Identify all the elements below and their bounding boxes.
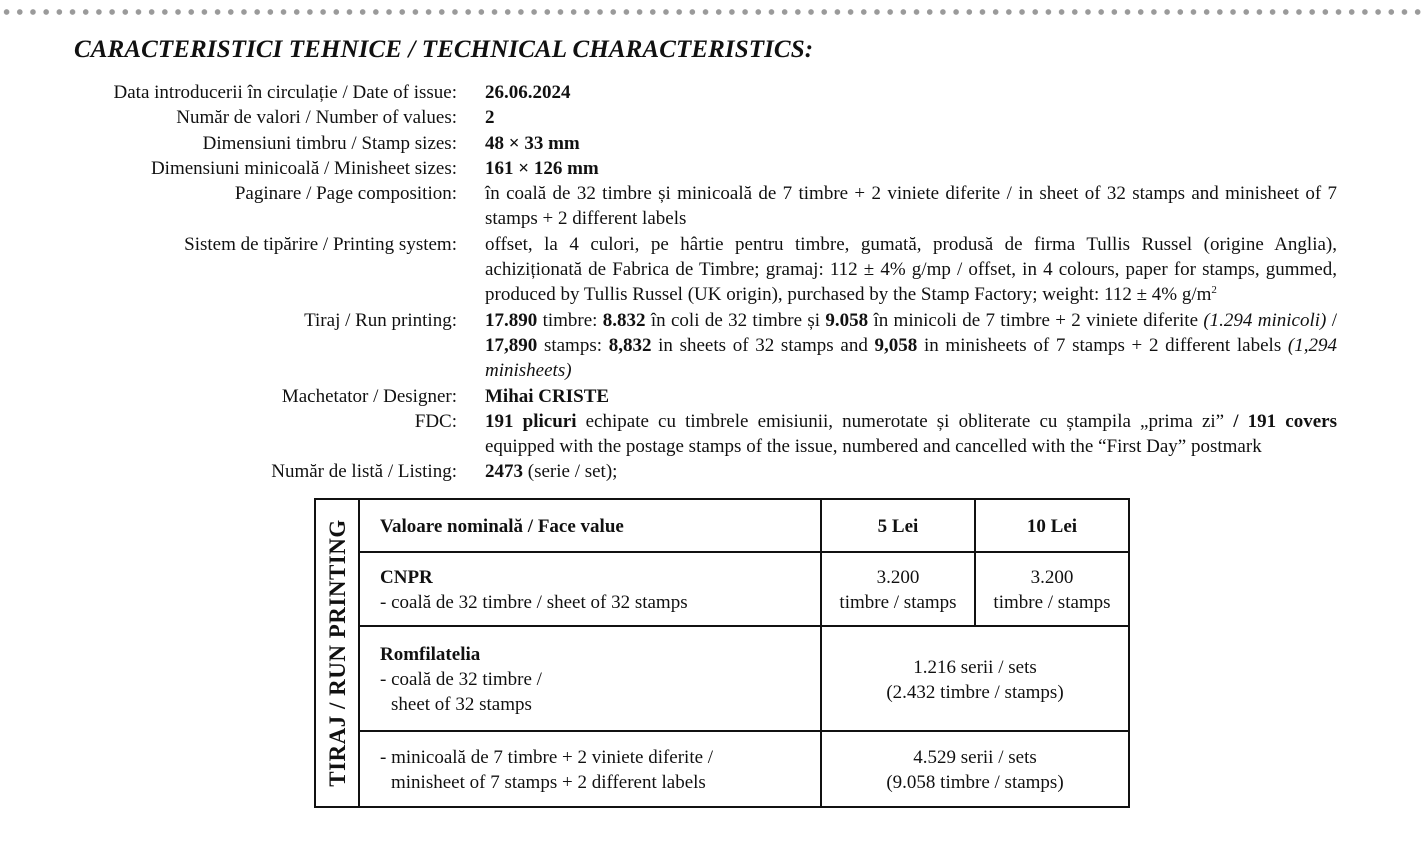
row-divider [360, 730, 1128, 732]
value-10-header [976, 514, 1128, 539]
spec-stamp-sizes [0, 131, 1424, 156]
face-value-label: Valoare nominală / Face value [380, 516, 624, 537]
spec-minisheet-sizes [0, 156, 1424, 181]
fdc-bold: 191 plicuri [485, 410, 577, 432]
run-number: 9,058 [874, 334, 918, 356]
face-value-header [380, 514, 624, 539]
spec-value [485, 105, 1337, 130]
minisheet-sizes-value: 161 × 126 mm [485, 157, 599, 179]
run-printing-table [314, 498, 1130, 808]
spec-label: Data introducerii în circulație / Date of issue: [113, 82, 457, 103]
run-text: timbre: [537, 309, 603, 331]
spec-value: în coală de 32 timbre și minicoală de 7 timbre + 2 viniete diferite / in sheet of 32 stamps and minisheet of 7 stamps + 2 different labels [485, 183, 1337, 230]
qty-unit: timbre / stamps [993, 592, 1111, 613]
value-5-label: 5 Lei [877, 516, 919, 537]
side-label-cell [316, 500, 360, 806]
run-number: 17,890 [485, 334, 538, 356]
specs-list [0, 80, 1424, 485]
romfilatelia-title [380, 642, 542, 667]
spec-designer [0, 384, 1424, 409]
romfilatelia-title-text: Romfilatelia [380, 644, 481, 665]
spec-date [0, 80, 1424, 105]
romfilatelia-desc: sheet of 32 stamps [391, 694, 532, 715]
romfilatelia-qty [822, 655, 1128, 705]
run-note: (1.294 minicoli) [1203, 309, 1327, 331]
spec-value [485, 384, 1337, 409]
qty-number: 3.200 [876, 567, 920, 588]
cnpr-qty-5 [822, 565, 974, 615]
spec-value [485, 232, 1337, 308]
spec-fdc [0, 409, 1424, 460]
value-5-header [822, 514, 974, 539]
run-number: 9.058 [825, 309, 869, 331]
run-text: / [1326, 309, 1337, 331]
run-number: 8.832 [602, 309, 646, 331]
spec-run-printing [0, 308, 1424, 384]
spec-value [485, 308, 1337, 384]
spec-page-composition [0, 181, 1424, 232]
cnpr-qty-10 [976, 565, 1128, 615]
qty-unit: timbre / stamps [839, 592, 957, 613]
table-grid [360, 500, 1128, 806]
run-note: (1,294 minisheets) [485, 334, 1337, 382]
run-text: în minicoli de 7 timbre + 2 viniete diferite [868, 309, 1204, 331]
run-text: in minisheets of 7 stamps + 2 different labels [917, 334, 1288, 356]
qty-sets: 4.529 serii / sets [913, 747, 1037, 768]
values-value: 2 [485, 107, 495, 129]
listing-text: (serie / set); [523, 461, 618, 483]
cnpr-cell [380, 565, 688, 615]
minisheet-qty [822, 745, 1128, 795]
spec-value [485, 80, 1337, 105]
minisheet-cell [380, 745, 713, 795]
minisheet-desc: minisheet of 7 stamps + 2 different labels [391, 772, 706, 793]
date-value: 26.06.2024 [485, 82, 571, 103]
run-text: stamps: [537, 334, 609, 356]
spec-label: Număr de listă / Listing: [271, 461, 457, 483]
fdc-text: equipped with the postage stamps of the issue, numbered and cancelled with the “First Day” postmark [485, 436, 1262, 458]
spec-value [485, 459, 1337, 484]
spec-value [485, 409, 1337, 460]
spec-label: Paginare / Page composition: [234, 183, 457, 205]
fdc-bold: / 191 covers [1233, 410, 1337, 432]
cnpr-title [380, 565, 688, 590]
dotted-border [0, 8, 1424, 16]
run-text: în coli de 32 timbre și [645, 309, 826, 331]
spec-value [485, 156, 1337, 181]
cnpr-title-text: CNPR [380, 567, 433, 588]
spec-label: Dimensiuni timbru / Stamp sizes: [202, 132, 457, 154]
run-number: 17.890 [485, 309, 538, 331]
qty-sets: 1.216 serii / sets [913, 657, 1037, 678]
qty-stamps: (9.058 timbre / stamps) [886, 772, 1064, 793]
spec-value [485, 131, 1337, 156]
run-text: in sheets of 32 stamps and [651, 334, 875, 356]
cnpr-desc: - coală de 32 timbre / sheet of 32 stamps [380, 592, 688, 613]
row-divider [360, 551, 1128, 553]
spec-label: Număr de valori / Number of values: [176, 107, 457, 129]
qty-stamps: (2.432 timbre / stamps) [886, 682, 1064, 703]
spec-label: Tiraj / Run printing: [304, 309, 457, 331]
spec-label: Machetator / Designer: [281, 385, 457, 407]
designer-value: Mihai CRISTE [485, 385, 610, 407]
romfilatelia-cell [380, 642, 542, 717]
qty-number: 3.200 [1030, 567, 1074, 588]
value-10-label: 10 Lei [1026, 516, 1078, 537]
spec-values [0, 105, 1424, 130]
listing-number: 2473 [485, 461, 523, 483]
row-divider [360, 625, 1128, 627]
spec-printing-system [0, 232, 1424, 308]
superscript: 2 [1211, 284, 1217, 297]
stamp-sizes-value: 48 × 33 mm [485, 132, 580, 154]
minisheet-desc: - minicoală de 7 timbre + 2 viniete diferite / [380, 747, 714, 768]
spec-label: FDC: [414, 410, 457, 432]
fdc-text: echipate cu timbrele emisiunii, numerotate și obliterate cu ștampila „prima zi” [576, 410, 1234, 432]
page-title: CARACTERISTICI TEHNICE / TECHNICAL CHARACTERISTICS: [74, 36, 814, 63]
side-label: TIRAJ / RUN PRINTING [325, 519, 350, 787]
run-number: 8,832 [608, 334, 652, 356]
romfilatelia-desc: - coală de 32 timbre / [380, 669, 542, 690]
spec-listing [0, 459, 1424, 484]
spec-label: Sistem de tipărire / Printing system: [184, 233, 457, 255]
spec-label: Dimensiuni minicoală / Minisheet sizes: [150, 157, 457, 179]
printing-text: offset, la 4 culori, pe hârtie pentru timbre, gumată, produsă de firma Tullis Russel (origine Anglia), achiziționată de Fabrica de Timbre; gramaj: 112 ± 4% g/mp / offset, in 4 colours, paper for stamps, gummed, produced by Tullis Russel (UK origin), purchased by the Stamp Factory; weight: 112 ± 4% g/m [485, 233, 1337, 306]
